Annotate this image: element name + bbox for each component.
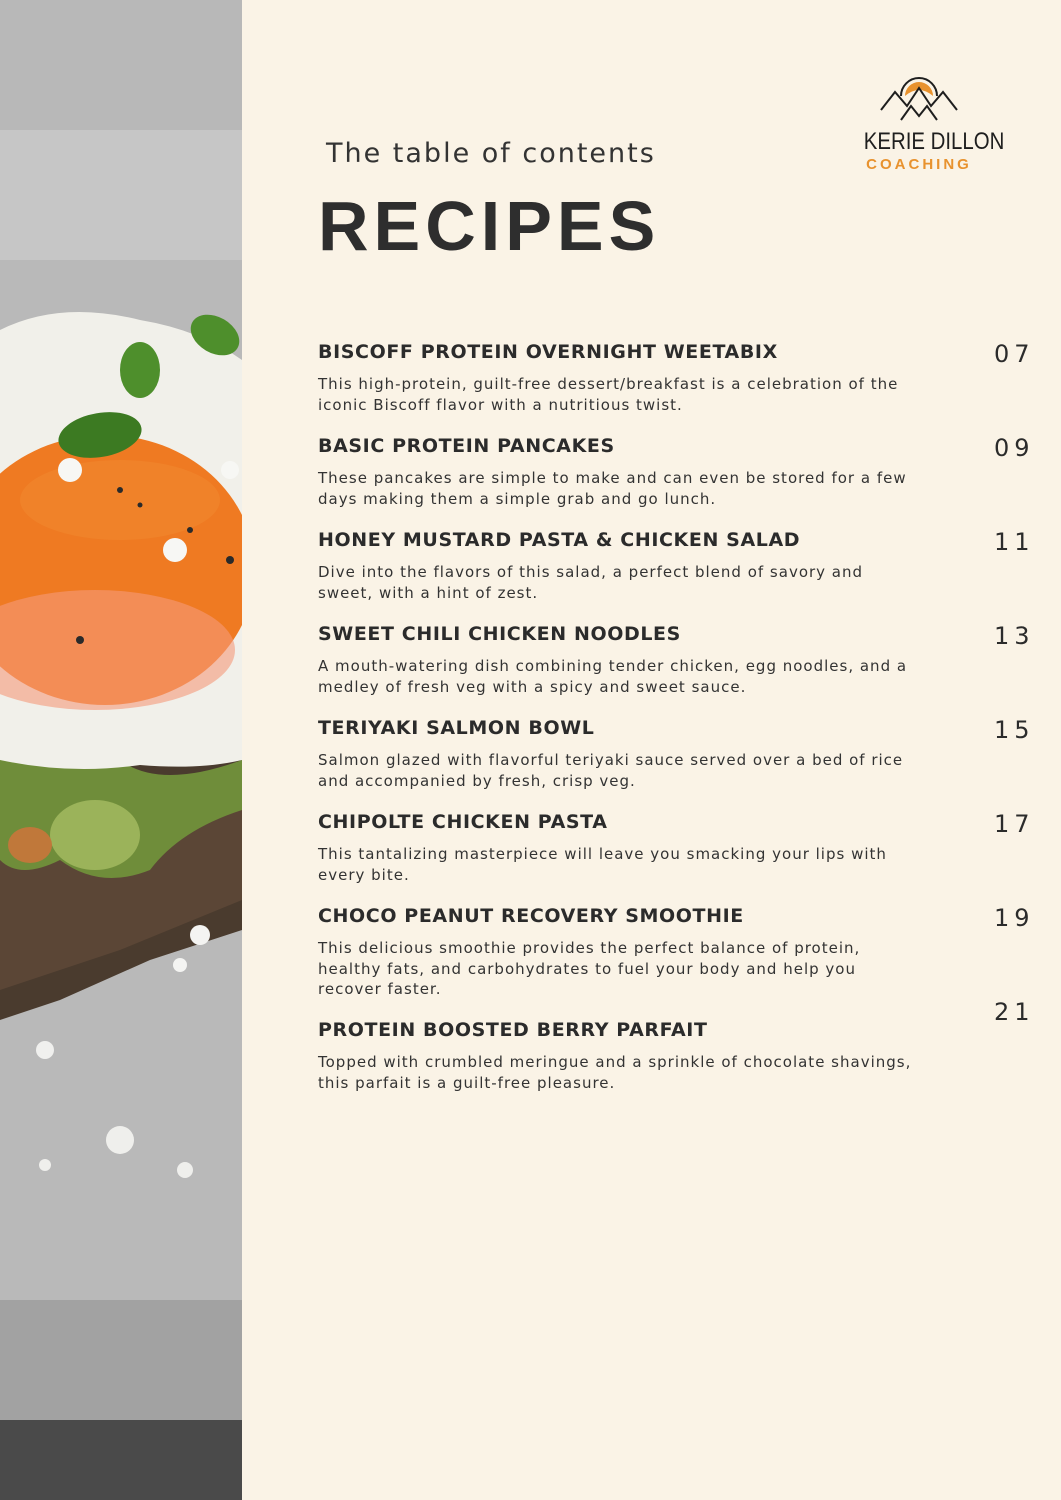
recipe-item[interactable] (318, 1018, 968, 1093)
page-number: 07 (994, 340, 1035, 368)
brand-logo (854, 66, 1005, 186)
page-number: 11 (994, 528, 1035, 556)
recipe-description: This tantalizing masterpiece will leave you smacking your lips with every bite. (318, 845, 887, 884)
recipe-title: BASIC PROTEIN PANCAKES (318, 435, 615, 457)
recipe-title: PROTEIN BOOSTED BERRY PARFAIT (318, 1019, 708, 1041)
page-number: 09 (994, 434, 1035, 462)
recipe-description: These pancakes are simple to make and can even be stored for a few days making them a simple grab and go lunch. (318, 469, 907, 508)
page-number: 17 (994, 810, 1035, 838)
page-number: 13 (994, 622, 1035, 650)
logo-name: KERIE DILLON (863, 128, 1005, 155)
food-photo (0, 0, 242, 1500)
page-number: 15 (994, 716, 1035, 744)
recipe-title: BISCOFF PROTEIN OVERNIGHT WEETABIX (318, 341, 778, 363)
recipe-description: Salmon glazed with flavorful teriyaki sauce served over a bed of rice and accompanied by fresh, crisp veg. (318, 751, 904, 790)
recipe-item[interactable] (318, 622, 968, 697)
recipe-description: Topped with crumbled meringue and a sprinkle of chocolate shavings, this parfait is a guilt-free pleasure. (318, 1053, 912, 1092)
recipe-title: SWEET CHILI CHICKEN NOODLES (318, 623, 681, 645)
recipe-item[interactable] (318, 904, 968, 1000)
logo-subtitle: COACHING (866, 156, 972, 173)
mountain-sun-logo-icon (879, 66, 959, 130)
recipe-title: HONEY MUSTARD PASTA & CHICKEN SALAD (318, 529, 801, 551)
recipe-title: TERIYAKI SALMON BOWL (318, 717, 595, 739)
recipe-title: CHIPOLTE CHICKEN PASTA (318, 811, 608, 833)
recipe-item[interactable] (318, 434, 968, 509)
recipe-description: This delicious smoothie provides the perfect balance of protein, healthy fats, and carbohydrates to fuel your body and help you recover faster. (318, 939, 861, 998)
recipe-description: A mouth-watering dish combining tender chicken, egg noodles, and a medley of fresh veg with a spicy and sweet sauce. (318, 657, 908, 696)
recipe-title: CHOCO PEANUT RECOVERY SMOOTHIE (318, 905, 744, 927)
recipe-item[interactable] (318, 810, 968, 885)
page-number: 21 (994, 998, 1035, 1026)
food-photo-egg-avocado-toast-icon (0, 0, 242, 1500)
recipe-description: This high-protein, guilt-free dessert/breakfast is a celebration of the iconic Biscoff flavor with a nutritious twist. (318, 375, 899, 414)
contents-page (242, 0, 1061, 1500)
recipe-item[interactable] (318, 716, 968, 791)
recipe-description: Dive into the flavors of this salad, a perfect blend of savory and sweet, with a hint of zest. (318, 563, 864, 602)
recipe-item[interactable] (318, 340, 968, 415)
page-subtitle: The table of contents (326, 138, 656, 169)
page-number: 19 (994, 904, 1035, 932)
recipe-item[interactable] (318, 528, 968, 603)
page-title: RECIPES (318, 187, 661, 265)
